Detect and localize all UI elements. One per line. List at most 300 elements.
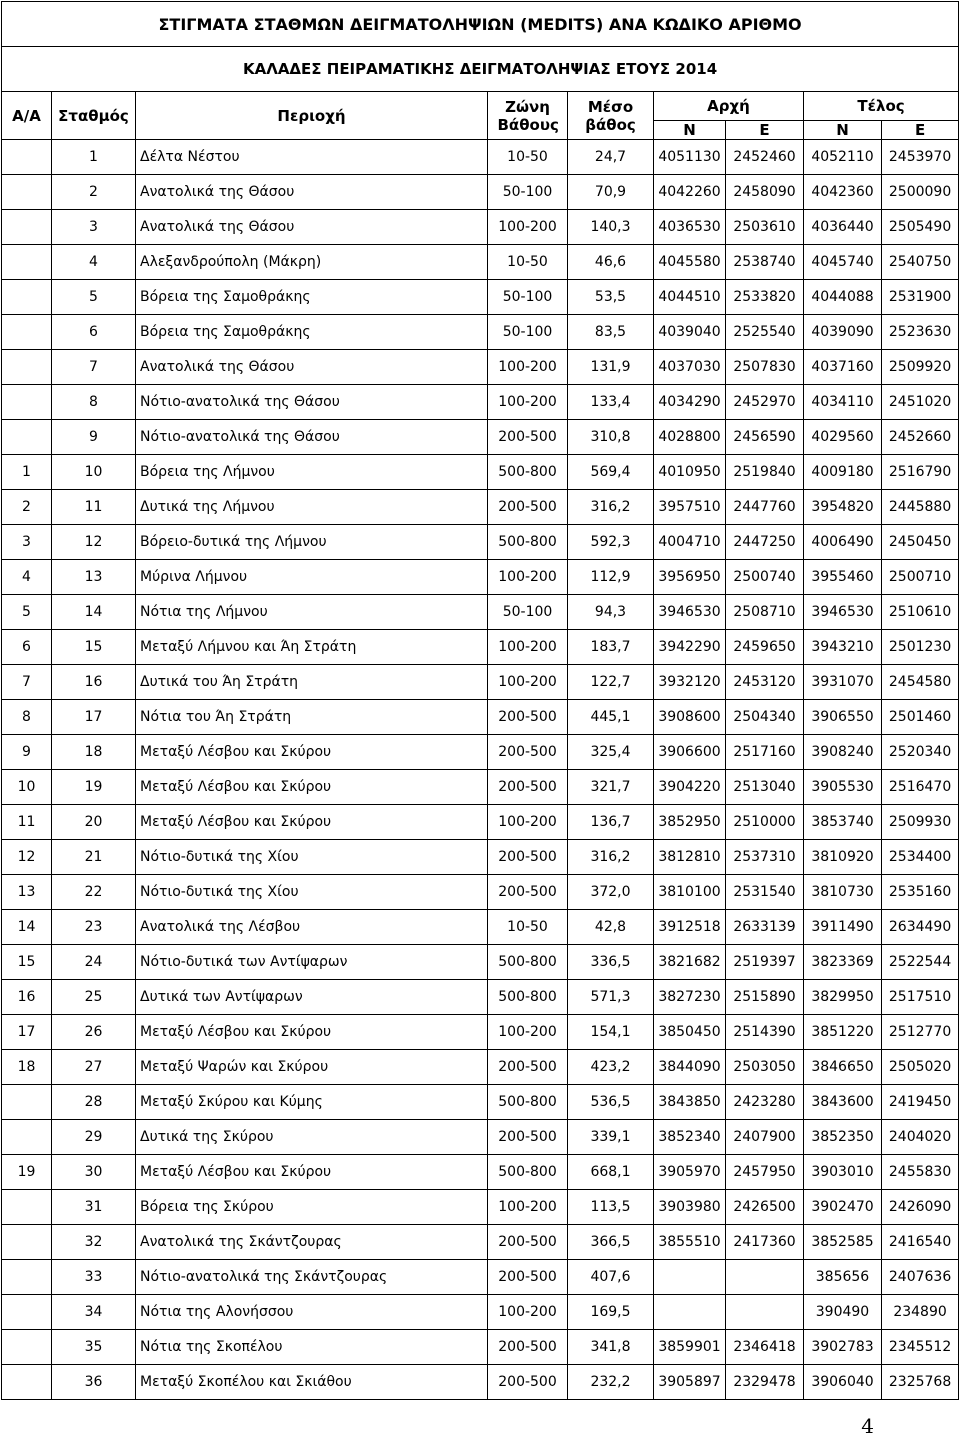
cell-station: 12 [52, 525, 136, 560]
table-row [2, 280, 959, 315]
cell-mean-depth: 169,5 [568, 1295, 654, 1330]
table-row [2, 910, 959, 945]
cell-start-e: 2503610 [726, 210, 804, 245]
cell-station: 20 [52, 805, 136, 840]
cell-aa: 5 [2, 595, 52, 630]
cell-depth-zone: 500-800 [488, 980, 568, 1015]
cell-depth-zone: 200-500 [488, 1260, 568, 1295]
cell-aa: 17 [2, 1015, 52, 1050]
cell-depth-zone: 100-200 [488, 630, 568, 665]
cell-station: 14 [52, 595, 136, 630]
cell-station: 24 [52, 945, 136, 980]
cell-start-e: 2346418 [726, 1330, 804, 1365]
cell-mean-depth: 70,9 [568, 175, 654, 210]
cell-depth-zone: 200-500 [488, 490, 568, 525]
cell-end-n: 3955460 [804, 560, 882, 595]
table-row [2, 665, 959, 700]
cell-depth-zone: 200-500 [488, 1050, 568, 1085]
cell-end-n: 4009180 [804, 455, 882, 490]
cell-depth-zone: 100-200 [488, 210, 568, 245]
header-mean-depth: Μέσο βάθος [568, 92, 654, 140]
cell-start-n: 4010950 [654, 455, 726, 490]
header-start-e: E [726, 121, 804, 140]
cell-start-n: 4028800 [654, 420, 726, 455]
document-subtitle: ΚΑΛΑΔΕΣ ΠΕΙΡΑΜΑΤΙΚΗΣ ΔΕΙΓΜΑΤΟΛΗΨΙΑΣ ΕΤΟΥΣ 2014 [2, 47, 959, 92]
header-aa: Α/Α [2, 92, 52, 140]
cell-station: 17 [52, 700, 136, 735]
cell-end-e: 2452660 [882, 420, 959, 455]
cell-area: Ανατολικά της Λέσβου [136, 910, 488, 945]
header-start: Αρχή [654, 92, 804, 121]
cell-start-e: 2447250 [726, 525, 804, 560]
cell-end-e: 2500710 [882, 560, 959, 595]
cell-end-e: 2517510 [882, 980, 959, 1015]
cell-aa [2, 1085, 52, 1120]
cell-station: 19 [52, 770, 136, 805]
cell-area: Μεταξύ Λήμνου και Άη Στράτη [136, 630, 488, 665]
cell-end-n: 4036440 [804, 210, 882, 245]
table-row [2, 350, 959, 385]
cell-mean-depth: 536,5 [568, 1085, 654, 1120]
cell-aa [2, 420, 52, 455]
cell-depth-zone: 10-50 [488, 910, 568, 945]
cell-area: Βόρεια της Σκύρου [136, 1190, 488, 1225]
cell-end-n: 3823369 [804, 945, 882, 980]
cell-start-n: 3904220 [654, 770, 726, 805]
cell-end-e: 2523630 [882, 315, 959, 350]
table-row [2, 700, 959, 735]
cell-end-e: 2505020 [882, 1050, 959, 1085]
cell-end-e: 2453970 [882, 140, 959, 175]
table-row [2, 805, 959, 840]
table-row [2, 245, 959, 280]
cell-aa [2, 1365, 52, 1400]
cell-area: Μεταξύ Σκοπέλου και Σκιάθου [136, 1365, 488, 1400]
cell-start-n: 3821682 [654, 945, 726, 980]
cell-aa [2, 210, 52, 245]
table-row [2, 1365, 959, 1400]
document-title: ΣΤΙΓΜΑΤΑ ΣΤΑΘΜΩΝ ΔΕΙΓΜΑΤΟΛΗΨΙΩΝ (MEDITS) ΑΝΑ ΚΩΔΙΚΟ ΑΡΙΘΜΟ [2, 2, 959, 47]
cell-area: Νότιο-ανατολικά της Θάσου [136, 420, 488, 455]
table-row [2, 840, 959, 875]
cell-start-e: 2456590 [726, 420, 804, 455]
cell-station: 6 [52, 315, 136, 350]
cell-aa [2, 1260, 52, 1295]
table-row [2, 735, 959, 770]
cell-end-e: 234890 [882, 1295, 959, 1330]
cell-depth-zone: 500-800 [488, 1155, 568, 1190]
cell-area: Νότιο-ανατολικά της Σκάντζουρας [136, 1260, 488, 1295]
cell-aa: 6 [2, 630, 52, 665]
cell-mean-depth: 316,2 [568, 840, 654, 875]
cell-start-e: 2504340 [726, 700, 804, 735]
cell-station: 13 [52, 560, 136, 595]
table-row [2, 945, 959, 980]
cell-start-n: 4034290 [654, 385, 726, 420]
cell-end-e: 2535160 [882, 875, 959, 910]
cell-mean-depth: 569,4 [568, 455, 654, 490]
cell-start-n: 3859901 [654, 1330, 726, 1365]
cell-end-e: 2534400 [882, 840, 959, 875]
table-row [2, 1120, 959, 1155]
cell-end-n: 3906040 [804, 1365, 882, 1400]
table-row [2, 875, 959, 910]
cell-aa: 9 [2, 735, 52, 770]
cell-aa: 8 [2, 700, 52, 735]
cell-end-e: 2522544 [882, 945, 959, 980]
cell-aa: 18 [2, 1050, 52, 1085]
cell-mean-depth: 112,9 [568, 560, 654, 595]
cell-mean-depth: 83,5 [568, 315, 654, 350]
cell-start-n [654, 1260, 726, 1295]
cell-area: Μεταξύ Σκύρου και Κύμης [136, 1085, 488, 1120]
table-row [2, 980, 959, 1015]
header-end-n: N [804, 121, 882, 140]
cell-depth-zone: 200-500 [488, 700, 568, 735]
cell-aa [2, 1225, 52, 1260]
cell-start-e: 2533820 [726, 280, 804, 315]
table-row [2, 1190, 959, 1225]
header-depth-zone: Ζώνη Βάθους [488, 92, 568, 140]
cell-station: 29 [52, 1120, 136, 1155]
cell-start-e [726, 1295, 804, 1330]
cell-station: 2 [52, 175, 136, 210]
cell-area: Μεταξύ Λέσβου και Σκύρου [136, 770, 488, 805]
cell-end-n: 3903010 [804, 1155, 882, 1190]
cell-end-n: 3908240 [804, 735, 882, 770]
cell-mean-depth: 325,4 [568, 735, 654, 770]
cell-mean-depth: 407,6 [568, 1260, 654, 1295]
table-row [2, 770, 959, 805]
cell-area: Βόρεια της Σαμοθράκης [136, 280, 488, 315]
cell-depth-zone: 10-50 [488, 245, 568, 280]
cell-depth-zone: 200-500 [488, 1120, 568, 1155]
cell-start-e: 2503050 [726, 1050, 804, 1085]
cell-aa: 16 [2, 980, 52, 1015]
cell-depth-zone: 100-200 [488, 560, 568, 595]
cell-start-n: 4039040 [654, 315, 726, 350]
cell-depth-zone: 500-800 [488, 945, 568, 980]
header-area: Περιοχή [136, 92, 488, 140]
cell-depth-zone: 50-100 [488, 315, 568, 350]
cell-mean-depth: 42,8 [568, 910, 654, 945]
cell-depth-zone: 200-500 [488, 770, 568, 805]
cell-end-e: 2419450 [882, 1085, 959, 1120]
cell-end-n: 3931070 [804, 665, 882, 700]
cell-start-e: 2515890 [726, 980, 804, 1015]
cell-start-n: 3932120 [654, 665, 726, 700]
cell-end-n: 3911490 [804, 910, 882, 945]
cell-end-n: 385656 [804, 1260, 882, 1295]
header-start-n: N [654, 121, 726, 140]
cell-mean-depth: 122,7 [568, 665, 654, 700]
cell-mean-depth: 232,2 [568, 1365, 654, 1400]
cell-start-n: 3810100 [654, 875, 726, 910]
cell-area: Αλεξανδρούπολη (Μάκρη) [136, 245, 488, 280]
cell-end-n: 3853740 [804, 805, 882, 840]
cell-aa: 10 [2, 770, 52, 805]
cell-station: 11 [52, 490, 136, 525]
cell-depth-zone: 100-200 [488, 385, 568, 420]
cell-mean-depth: 53,5 [568, 280, 654, 315]
cell-depth-zone: 500-800 [488, 525, 568, 560]
cell-mean-depth: 571,3 [568, 980, 654, 1015]
cell-aa: 11 [2, 805, 52, 840]
header-station: Σταθμός [52, 92, 136, 140]
cell-start-e: 2447760 [726, 490, 804, 525]
cell-area: Μύρινα Λήμνου [136, 560, 488, 595]
cell-mean-depth: 339,1 [568, 1120, 654, 1155]
cell-mean-depth: 136,7 [568, 805, 654, 840]
cell-aa [2, 1330, 52, 1365]
cell-area: Νότιο-δυτικά των Αντίψαρων [136, 945, 488, 980]
header-end: Τέλος [804, 92, 959, 121]
cell-mean-depth: 423,2 [568, 1050, 654, 1085]
cell-area: Νότιο-ανατολικά της Θάσου [136, 385, 488, 420]
table-row [2, 210, 959, 245]
cell-area: Ανατολικά της Θάσου [136, 350, 488, 385]
cell-area: Δυτικά των Αντίψαρων [136, 980, 488, 1015]
stations-table [1, 1, 959, 1400]
cell-area: Μεταξύ Λέσβου και Σκύρου [136, 1155, 488, 1190]
cell-depth-zone: 200-500 [488, 420, 568, 455]
cell-end-n: 3852350 [804, 1120, 882, 1155]
cell-station: 28 [52, 1085, 136, 1120]
table-row [2, 1295, 959, 1330]
cell-end-e: 2509920 [882, 350, 959, 385]
cell-start-n: 3850450 [654, 1015, 726, 1050]
cell-end-e: 2510610 [882, 595, 959, 630]
cell-depth-zone: 200-500 [488, 735, 568, 770]
cell-mean-depth: 94,3 [568, 595, 654, 630]
cell-end-n: 4042360 [804, 175, 882, 210]
cell-end-n: 4044088 [804, 280, 882, 315]
table-row [2, 1260, 959, 1295]
cell-start-n: 3956950 [654, 560, 726, 595]
cell-area: Μεταξύ Ψαρών και Σκύρου [136, 1050, 488, 1085]
table-row [2, 315, 959, 350]
cell-start-n: 3843850 [654, 1085, 726, 1120]
cell-aa: 7 [2, 665, 52, 700]
cell-aa [2, 315, 52, 350]
table-row [2, 630, 959, 665]
cell-area: Νότιο-δυτικά της Χίου [136, 875, 488, 910]
table-row [2, 1225, 959, 1260]
cell-mean-depth: 366,5 [568, 1225, 654, 1260]
cell-area: Μεταξύ Λέσβου και Σκύρου [136, 1015, 488, 1050]
cell-aa [2, 245, 52, 280]
cell-end-e: 2407636 [882, 1260, 959, 1295]
cell-depth-zone: 100-200 [488, 1295, 568, 1330]
cell-station: 30 [52, 1155, 136, 1190]
cell-start-n: 3906600 [654, 735, 726, 770]
table-row [2, 420, 959, 455]
cell-depth-zone: 500-800 [488, 455, 568, 490]
cell-aa [2, 175, 52, 210]
cell-end-n: 3829950 [804, 980, 882, 1015]
cell-start-e: 2452460 [726, 140, 804, 175]
cell-end-e: 2426090 [882, 1190, 959, 1225]
cell-end-n: 4045740 [804, 245, 882, 280]
cell-aa: 3 [2, 525, 52, 560]
cell-station: 8 [52, 385, 136, 420]
cell-station: 26 [52, 1015, 136, 1050]
cell-station: 10 [52, 455, 136, 490]
cell-end-n: 3954820 [804, 490, 882, 525]
cell-end-e: 2345512 [882, 1330, 959, 1365]
header-end-e: E [882, 121, 959, 140]
cell-aa [2, 350, 52, 385]
cell-end-e: 2505490 [882, 210, 959, 245]
cell-end-e: 2416540 [882, 1225, 959, 1260]
cell-depth-zone: 50-100 [488, 595, 568, 630]
cell-area: Βόρεια της Σαμοθράκης [136, 315, 488, 350]
cell-end-e: 2634490 [882, 910, 959, 945]
cell-end-e: 2501230 [882, 630, 959, 665]
cell-start-n: 3908600 [654, 700, 726, 735]
cell-start-e: 2507830 [726, 350, 804, 385]
cell-aa: 13 [2, 875, 52, 910]
cell-area: Βόρεια της Λήμνου [136, 455, 488, 490]
cell-aa: 2 [2, 490, 52, 525]
cell-end-e: 2454580 [882, 665, 959, 700]
table-row [2, 1085, 959, 1120]
cell-end-e: 2512770 [882, 1015, 959, 1050]
cell-depth-zone: 500-800 [488, 1085, 568, 1120]
cell-station: 15 [52, 630, 136, 665]
cell-end-e: 2516470 [882, 770, 959, 805]
cell-depth-zone: 100-200 [488, 805, 568, 840]
cell-station: 23 [52, 910, 136, 945]
cell-depth-zone: 200-500 [488, 875, 568, 910]
cell-start-e: 2519397 [726, 945, 804, 980]
cell-start-e: 2525540 [726, 315, 804, 350]
cell-end-n: 4037160 [804, 350, 882, 385]
cell-start-n: 3912518 [654, 910, 726, 945]
cell-start-n: 3852950 [654, 805, 726, 840]
cell-start-n: 3903980 [654, 1190, 726, 1225]
cell-start-n: 3827230 [654, 980, 726, 1015]
cell-area: Νότιο-δυτικά της Χίου [136, 840, 488, 875]
cell-start-e: 2531540 [726, 875, 804, 910]
cell-end-n: 3902783 [804, 1330, 882, 1365]
cell-end-n: 390490 [804, 1295, 882, 1330]
cell-start-n: 3957510 [654, 490, 726, 525]
cell-end-e: 2500090 [882, 175, 959, 210]
table-row [2, 595, 959, 630]
cell-area: Νότια της Σκοπέλου [136, 1330, 488, 1365]
table-row [2, 1330, 959, 1365]
cell-aa: 19 [2, 1155, 52, 1190]
cell-mean-depth: 131,9 [568, 350, 654, 385]
cell-end-n: 3810730 [804, 875, 882, 910]
cell-start-n: 4037030 [654, 350, 726, 385]
table-row [2, 1050, 959, 1085]
cell-end-n: 3810920 [804, 840, 882, 875]
cell-area: Νότια του Άη Στράτη [136, 700, 488, 735]
cell-mean-depth: 445,1 [568, 700, 654, 735]
cell-aa [2, 1295, 52, 1330]
table-row [2, 1015, 959, 1050]
cell-mean-depth: 140,3 [568, 210, 654, 245]
cell-mean-depth: 372,0 [568, 875, 654, 910]
cell-depth-zone: 10-50 [488, 140, 568, 175]
cell-station: 34 [52, 1295, 136, 1330]
cell-start-n: 4044510 [654, 280, 726, 315]
cell-area: Ανατολικά της Σκάντζουρας [136, 1225, 488, 1260]
cell-start-e: 2407900 [726, 1120, 804, 1155]
cell-end-n: 3906550 [804, 700, 882, 735]
cell-end-n: 3946530 [804, 595, 882, 630]
cell-start-n: 3855510 [654, 1225, 726, 1260]
cell-end-e: 2520340 [882, 735, 959, 770]
cell-station: 4 [52, 245, 136, 280]
cell-station: 1 [52, 140, 136, 175]
cell-start-e [726, 1260, 804, 1295]
cell-area: Βόρειο-δυτικά της Λήμνου [136, 525, 488, 560]
cell-aa: 14 [2, 910, 52, 945]
cell-end-e: 2509930 [882, 805, 959, 840]
cell-depth-zone: 50-100 [488, 280, 568, 315]
cell-start-n: 4004710 [654, 525, 726, 560]
table-row [2, 175, 959, 210]
cell-depth-zone: 200-500 [488, 1365, 568, 1400]
cell-start-e: 2423280 [726, 1085, 804, 1120]
cell-area: Δυτικά της Λήμνου [136, 490, 488, 525]
cell-area: Δέλτα Νέστου [136, 140, 488, 175]
cell-start-e: 2508710 [726, 595, 804, 630]
cell-station: 35 [52, 1330, 136, 1365]
cell-aa: 1 [2, 455, 52, 490]
cell-start-e: 2452970 [726, 385, 804, 420]
cell-mean-depth: 24,7 [568, 140, 654, 175]
cell-area: Μεταξύ Λέσβου και Σκύρου [136, 735, 488, 770]
cell-start-n: 3905897 [654, 1365, 726, 1400]
cell-station: 3 [52, 210, 136, 245]
page-number: 4 [861, 1414, 874, 1438]
cell-start-e: 2537310 [726, 840, 804, 875]
cell-start-e: 2459650 [726, 630, 804, 665]
cell-end-n: 4006490 [804, 525, 882, 560]
cell-mean-depth: 46,6 [568, 245, 654, 280]
cell-station: 33 [52, 1260, 136, 1295]
cell-end-n: 3851220 [804, 1015, 882, 1050]
cell-depth-zone: 200-500 [488, 1330, 568, 1365]
table-row [2, 490, 959, 525]
cell-start-n: 4051130 [654, 140, 726, 175]
cell-depth-zone: 100-200 [488, 350, 568, 385]
cell-depth-zone: 50-100 [488, 175, 568, 210]
cell-mean-depth: 310,8 [568, 420, 654, 455]
cell-end-e: 2455830 [882, 1155, 959, 1190]
cell-station: 36 [52, 1365, 136, 1400]
cell-mean-depth: 336,5 [568, 945, 654, 980]
cell-end-e: 2450450 [882, 525, 959, 560]
cell-end-n: 4029560 [804, 420, 882, 455]
cell-start-n: 3812810 [654, 840, 726, 875]
cell-station: 21 [52, 840, 136, 875]
cell-station: 7 [52, 350, 136, 385]
cell-depth-zone: 200-500 [488, 840, 568, 875]
cell-end-e: 2531900 [882, 280, 959, 315]
cell-start-e: 2633139 [726, 910, 804, 945]
cell-end-n: 3852585 [804, 1225, 882, 1260]
cell-start-e: 2513040 [726, 770, 804, 805]
cell-area: Νότια της Λήμνου [136, 595, 488, 630]
table-row [2, 140, 959, 175]
table-row [2, 455, 959, 490]
cell-area: Νότια της Αλονήσσου [136, 1295, 488, 1330]
